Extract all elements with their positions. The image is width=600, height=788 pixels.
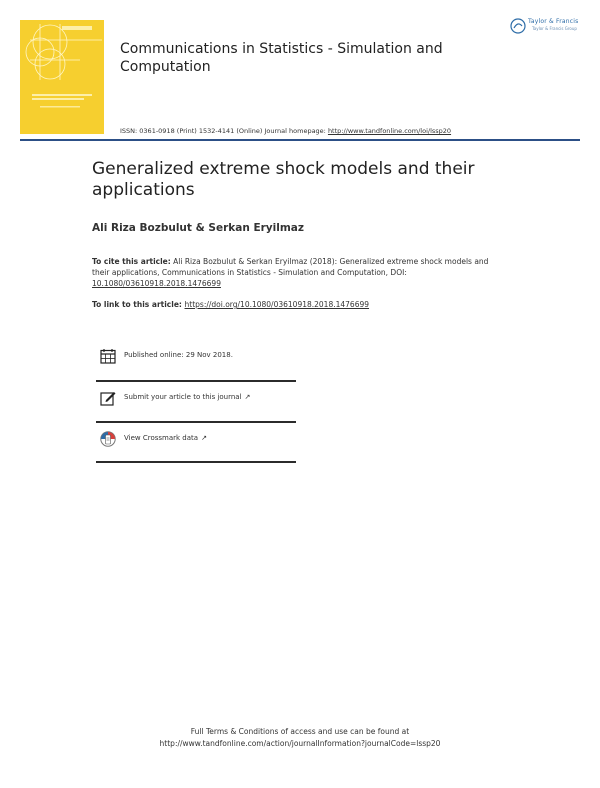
header-divider xyxy=(20,139,580,141)
article-title: Generalized extreme shock models and their applications xyxy=(92,159,475,200)
publisher-logo[interactable] xyxy=(510,16,584,38)
crossmark-icon xyxy=(100,431,116,447)
citation-block xyxy=(92,256,492,289)
article-link-line xyxy=(92,300,369,309)
calendar-icon xyxy=(100,348,116,364)
published-online-label: Published online: 29 Nov 2018. xyxy=(124,351,233,359)
journal-title: Communications in Statistics - Simulation and Computation xyxy=(120,41,443,75)
citation-doi-link[interactable]: 10.1080/03610918.2018.1476699 xyxy=(92,279,221,288)
submit-article-label: Submit your article to this journal xyxy=(124,393,242,401)
citation-text: Ali Riza Bozbulut & Serkan Eryilmaz (2018): Generalized extreme shock models and their applications, Communications in Statistics - Simulation and Computation, DOI: xyxy=(92,257,489,277)
footer-terms-line: Full Terms & Conditions of access and use can be found at xyxy=(190,727,410,736)
footer-terms-url[interactable]: http://www.tandfonline.com/action/journalInformation?journalCode=lssp20 xyxy=(159,739,441,748)
item-divider xyxy=(96,461,296,463)
publisher-logo-icon xyxy=(510,18,526,34)
issn-line xyxy=(120,127,451,135)
edit-icon xyxy=(100,390,116,406)
external-link-icon: ↗ xyxy=(244,393,251,401)
article-authors: Ali Riza Bozbulut & Serkan Eryilmaz xyxy=(92,222,304,234)
footer-terms xyxy=(0,726,600,750)
crossmark-label: View Crossmark data xyxy=(124,434,199,442)
published-online-item xyxy=(96,340,296,380)
publisher-subtitle: Taylor & Francis Group xyxy=(532,26,577,31)
citation-label: To cite this article: xyxy=(92,257,171,266)
publisher-name: Taylor & Francis xyxy=(528,18,579,25)
journal-homepage-link[interactable]: http://www.tandfonline.com/loi/lssp20 xyxy=(327,127,452,135)
external-link-icon: ↗ xyxy=(201,434,207,442)
journal-cover-image xyxy=(20,20,104,134)
article-link-url[interactable]: https://doi.org/10.1080/03610918.2018.1476699 xyxy=(184,300,370,309)
cover-graphic xyxy=(20,20,104,134)
crossmark-link[interactable] xyxy=(96,423,296,463)
article-link-label: To link to this article: xyxy=(92,300,185,309)
submit-article-link[interactable] xyxy=(96,382,296,422)
issn-text: ISSN: 0361-0918 (Print) 1532-4141 (Online) Journal homepage: xyxy=(120,127,328,135)
